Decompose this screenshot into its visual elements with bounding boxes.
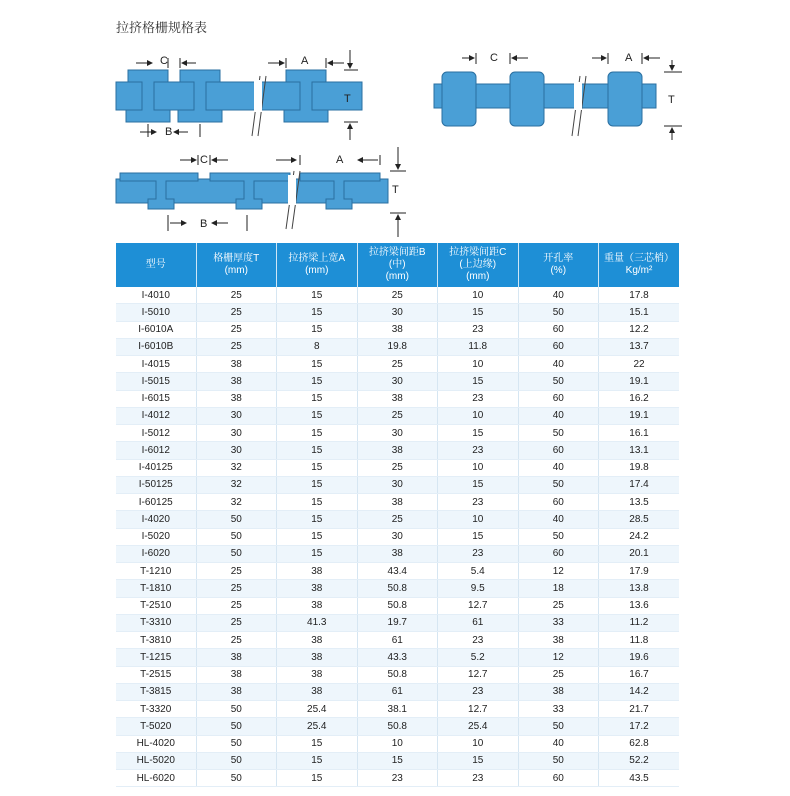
cell-weight: 24.2 [599,528,680,545]
cell-spacing-c: 61 [438,614,519,631]
cell-spacing-b: 30 [357,304,438,321]
dim-b-label: B [165,126,173,138]
cell-thickness: 32 [196,494,277,511]
table-row [116,580,679,597]
cell-spacing-b: 38 [357,390,438,407]
cell-spacing-b: 30 [357,476,438,493]
header-weight: 重量（三芯梢） Kg/m² [599,243,680,287]
cell-spacing-c: 23 [438,770,519,787]
cell-weight: 15.1 [599,304,680,321]
table-row [116,476,679,493]
cell-weight: 20.1 [599,545,680,562]
table-row [116,545,679,562]
cell-weight: 19.6 [599,649,680,666]
cell-thickness: 38 [196,683,277,700]
cell-spacing-c: 23 [438,494,519,511]
cell-weight: 13.6 [599,597,680,614]
cell-spacing-b: 43.4 [357,563,438,580]
cell-open-rate: 40 [518,287,599,304]
cell-open-rate: 50 [518,476,599,493]
page-title: 拉挤格栅规格表 [116,21,208,36]
cell-model: HL-6020 [116,770,196,787]
block-bar-diagram [428,40,688,145]
cell-open-rate: 33 [518,701,599,718]
cell-weight: 21.7 [599,701,680,718]
cell-spacing-c: 15 [438,304,519,321]
cell-model: T-3810 [116,632,196,649]
cell-weight: 13.1 [599,442,680,459]
cell-weight: 12.2 [599,321,680,338]
cell-top-width: 15 [277,407,358,424]
cell-spacing-c: 11.8 [438,338,519,355]
cell-thickness: 25 [196,614,277,631]
cell-spacing-c: 25.4 [438,718,519,735]
cell-thickness: 50 [196,528,277,545]
dim-t-label: T [668,94,675,106]
cell-top-width: 8 [277,338,358,355]
cell-thickness: 25 [196,597,277,614]
cell-thickness: 50 [196,545,277,562]
cell-open-rate: 12 [518,649,599,666]
table-row [116,407,679,424]
cell-spacing-b: 50.8 [357,718,438,735]
cell-spacing-b: 38 [357,442,438,459]
cell-spacing-b: 38.1 [357,701,438,718]
cell-top-width: 15 [277,373,358,390]
cell-open-rate: 40 [518,356,599,373]
cell-spacing-c: 10 [438,511,519,528]
header-thickness: 格栅厚度T (mm) [196,243,277,287]
cell-open-rate: 18 [518,580,599,597]
cell-weight: 19.1 [599,373,680,390]
cell-open-rate: 50 [518,718,599,735]
cell-model: I-4015 [116,356,196,373]
cell-top-width: 15 [277,494,358,511]
cell-spacing-c: 15 [438,373,519,390]
cell-spacing-c: 23 [438,442,519,459]
cell-top-width: 15 [277,752,358,769]
cell-model: I-5015 [116,373,196,390]
cell-model: I-6012 [116,442,196,459]
spec-table [116,243,679,787]
cell-top-width: 15 [277,390,358,407]
cell-open-rate: 25 [518,597,599,614]
dim-b-label: B [200,218,208,230]
cell-spacing-b: 30 [357,425,438,442]
table-row [116,304,679,321]
cell-thickness: 25 [196,632,277,649]
cell-top-width: 38 [277,666,358,683]
dim-c-label: C [200,154,208,166]
cell-weight: 13.5 [599,494,680,511]
cell-spacing-c: 10 [438,287,519,304]
table-row [116,390,679,407]
cell-top-width: 15 [277,459,358,476]
table-header-row [116,243,679,287]
dim-a-label: A [336,154,344,166]
cell-spacing-b: 61 [357,632,438,649]
cell-model: T-1215 [116,649,196,666]
cell-top-width: 41.3 [277,614,358,631]
cell-thickness: 30 [196,425,277,442]
cell-thickness: 32 [196,476,277,493]
cell-model: I-4020 [116,511,196,528]
dim-t-label: T [344,93,351,105]
cell-spacing-b: 25 [357,287,438,304]
cell-thickness: 50 [196,718,277,735]
cell-open-rate: 40 [518,735,599,752]
cell-thickness: 25 [196,287,277,304]
cell-spacing-c: 15 [438,752,519,769]
header-open-rate: 开孔率 (%) [518,243,599,287]
header-top-width: 拉挤梁上宽A (mm) [277,243,358,287]
header-model: 型号 [116,243,196,287]
cell-model: I-6010B [116,338,196,355]
cell-thickness: 30 [196,442,277,459]
cell-weight: 17.2 [599,718,680,735]
cell-open-rate: 50 [518,373,599,390]
cell-thickness: 38 [196,373,277,390]
cell-thickness: 30 [196,407,277,424]
cell-thickness: 25 [196,321,277,338]
table-row [116,597,679,614]
cell-spacing-b: 30 [357,528,438,545]
cell-thickness: 38 [196,390,277,407]
cell-model: T-1210 [116,563,196,580]
table-row [116,770,679,787]
table-row [116,666,679,683]
cell-weight: 14.2 [599,683,680,700]
cell-spacing-b: 19.8 [357,338,438,355]
cell-spacing-b: 50.8 [357,597,438,614]
table-row [116,614,679,631]
cell-weight: 62.8 [599,735,680,752]
cell-spacing-c: 10 [438,459,519,476]
table-row [116,718,679,735]
cell-spacing-b: 50.8 [357,580,438,597]
cell-spacing-c: 23 [438,545,519,562]
cell-open-rate: 60 [518,338,599,355]
table-row [116,511,679,528]
cell-model: T-2510 [116,597,196,614]
cell-open-rate: 50 [518,528,599,545]
cell-weight: 16.2 [599,390,680,407]
cell-spacing-b: 23 [357,770,438,787]
cell-open-rate: 40 [518,407,599,424]
header-spacing-b: 拉挤梁间距B (中) (mm) [357,243,438,287]
cell-model: T-2515 [116,666,196,683]
cell-model: I-5020 [116,528,196,545]
cell-open-rate: 33 [518,614,599,631]
cell-spacing-b: 61 [357,683,438,700]
cell-spacing-c: 23 [438,390,519,407]
cell-model: T-3320 [116,701,196,718]
cell-spacing-c: 12.7 [438,666,519,683]
cell-open-rate: 60 [518,390,599,407]
cell-spacing-c: 9.5 [438,580,519,597]
cell-thickness: 25 [196,580,277,597]
cell-thickness: 25 [196,563,277,580]
table-row [116,528,679,545]
cell-open-rate: 60 [518,494,599,511]
cell-top-width: 15 [277,287,358,304]
cell-spacing-c: 10 [438,407,519,424]
cell-top-width: 15 [277,545,358,562]
cell-model: T-5020 [116,718,196,735]
cell-weight: 16.1 [599,425,680,442]
cell-model: T-3310 [116,614,196,631]
dim-c-label: C [160,55,168,67]
cell-spacing-c: 12.7 [438,701,519,718]
cell-open-rate: 60 [518,545,599,562]
cell-open-rate: 38 [518,632,599,649]
cell-open-rate: 50 [518,425,599,442]
cell-weight: 19.1 [599,407,680,424]
cell-open-rate: 60 [518,770,599,787]
cell-spacing-c: 10 [438,735,519,752]
cell-spacing-b: 10 [357,735,438,752]
table-row [116,752,679,769]
cell-model: I-6010A [116,321,196,338]
cell-thickness: 25 [196,304,277,321]
table-row [116,459,679,476]
table-row [116,287,679,304]
cell-top-width: 38 [277,563,358,580]
table-row [116,373,679,390]
cell-spacing-b: 38 [357,545,438,562]
table-row [116,563,679,580]
cell-top-width: 38 [277,597,358,614]
cell-model: I-5010 [116,304,196,321]
cell-thickness: 50 [196,511,277,528]
cell-spacing-b: 38 [357,494,438,511]
cell-model: T-3815 [116,683,196,700]
cell-top-width: 15 [277,304,358,321]
cell-spacing-c: 15 [438,425,519,442]
table-row [116,701,679,718]
table-row [116,338,679,355]
table-row [116,356,679,373]
cell-weight: 28.5 [599,511,680,528]
cell-model: HL-4020 [116,735,196,752]
cell-spacing-b: 25 [357,459,438,476]
cell-weight: 13.8 [599,580,680,597]
table-row [116,632,679,649]
cell-thickness: 38 [196,649,277,666]
cell-spacing-c: 5.4 [438,563,519,580]
cell-weight: 17.9 [599,563,680,580]
cell-spacing-c: 23 [438,321,519,338]
table-row [116,442,679,459]
cell-spacing-b: 30 [357,373,438,390]
cell-top-width: 15 [277,735,358,752]
cell-spacing-b: 19.7 [357,614,438,631]
cell-spacing-c: 15 [438,476,519,493]
cell-spacing-b: 25 [357,356,438,373]
cell-thickness: 32 [196,459,277,476]
cell-weight: 11.8 [599,632,680,649]
cell-model: I-6015 [116,390,196,407]
cell-spacing-c: 12.7 [438,597,519,614]
cell-thickness: 50 [196,701,277,718]
cell-weight: 17.8 [599,287,680,304]
cell-spacing-b: 25 [357,511,438,528]
cell-top-width: 15 [277,476,358,493]
cell-open-rate: 38 [518,683,599,700]
cell-model: I-5012 [116,425,196,442]
i-bar-diagram [110,40,370,145]
cell-spacing-b: 50.8 [357,666,438,683]
cell-top-width: 15 [277,770,358,787]
table-row [116,649,679,666]
table-row [116,425,679,442]
cell-model: I-50125 [116,476,196,493]
cell-model: I-6020 [116,545,196,562]
cell-spacing-c: 5.2 [438,649,519,666]
cell-top-width: 15 [277,321,358,338]
table-row [116,683,679,700]
cell-top-width: 15 [277,511,358,528]
cell-model: I-4010 [116,287,196,304]
cell-thickness: 50 [196,770,277,787]
cell-thickness: 50 [196,735,277,752]
cell-top-width: 38 [277,649,358,666]
table-row [116,494,679,511]
dim-a-label: A [625,52,633,64]
cell-open-rate: 25 [518,666,599,683]
dim-a-label: A [301,55,309,67]
cell-top-width: 15 [277,442,358,459]
cell-model: I-40125 [116,459,196,476]
cell-spacing-b: 38 [357,321,438,338]
cell-open-rate: 50 [518,752,599,769]
cell-top-width: 25.4 [277,718,358,735]
cell-model: T-1810 [116,580,196,597]
cell-spacing-c: 23 [438,683,519,700]
cell-open-rate: 60 [518,321,599,338]
cell-weight: 11.2 [599,614,680,631]
cell-weight: 13.7 [599,338,680,355]
cell-spacing-c: 23 [438,632,519,649]
cell-top-width: 15 [277,528,358,545]
cell-thickness: 38 [196,356,277,373]
cell-weight: 22 [599,356,680,373]
cell-top-width: 25.4 [277,701,358,718]
cell-open-rate: 40 [518,459,599,476]
table-row [116,321,679,338]
cell-top-width: 15 [277,425,358,442]
header-spacing-c: 拉挤梁间距C (上边缘) (mm) [438,243,519,287]
cell-spacing-c: 10 [438,356,519,373]
cell-spacing-c: 15 [438,528,519,545]
cell-thickness: 25 [196,338,277,355]
cell-top-width: 15 [277,356,358,373]
cell-top-width: 38 [277,632,358,649]
cell-weight: 17.4 [599,476,680,493]
cell-model: HL-5020 [116,752,196,769]
cell-top-width: 38 [277,683,358,700]
t-bar-diagram [110,145,410,240]
cell-weight: 16.7 [599,666,680,683]
cell-spacing-b: 43.3 [357,649,438,666]
cell-spacing-b: 15 [357,752,438,769]
cell-open-rate: 50 [518,304,599,321]
cell-top-width: 38 [277,580,358,597]
table-row [116,735,679,752]
cell-thickness: 38 [196,666,277,683]
cell-thickness: 50 [196,752,277,769]
cell-weight: 43.5 [599,770,680,787]
cell-weight: 52.2 [599,752,680,769]
cell-open-rate: 12 [518,563,599,580]
cell-open-rate: 40 [518,511,599,528]
cell-model: I-4012 [116,407,196,424]
spec-table-body [116,287,679,787]
cell-open-rate: 60 [518,442,599,459]
cell-weight: 19.8 [599,459,680,476]
dim-c-label: C [490,52,498,64]
cell-model: I-60125 [116,494,196,511]
cell-spacing-b: 25 [357,407,438,424]
dim-t-label: T [392,184,399,196]
